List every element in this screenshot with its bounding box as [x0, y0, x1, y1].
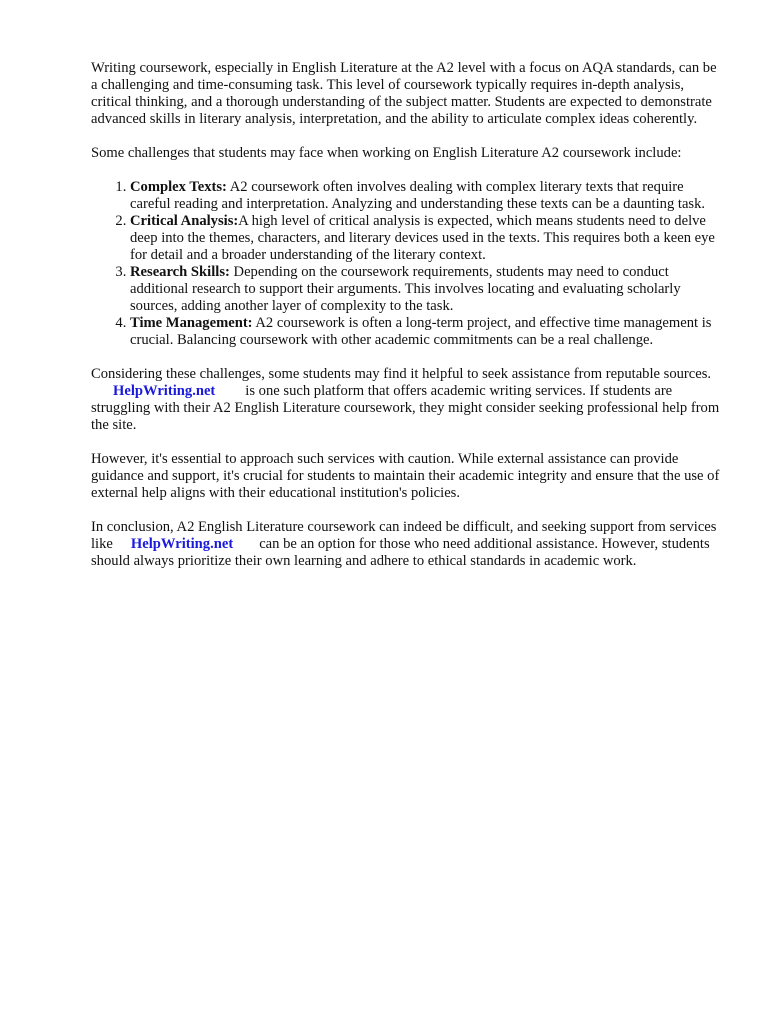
challenge-text: Depending on the coursework requirements, students may need to conduct additional research to support their arguments. This involves locating and evaluating scholarly sources, adding another layer of complexity to the task.: [130, 264, 681, 314]
considering-text-before: Considering these challenges, some students may find it helpful to seek assistance from reputable sources.: [91, 366, 712, 382]
document-page: [91, 60, 723, 587]
list-item: [130, 179, 723, 213]
challenge-text: A high level of critical analysis is expected, which means students need to delve deep into the themes, characters, and literary devices used in the texts. This requires both a keen eye for detail and a broader understanding of the literary context.: [130, 213, 715, 263]
considering-paragraph: [91, 366, 723, 434]
caution-paragraph: However, it's essential to approach such services with caution. While external assistance can provide guidance and support, it's crucial for students to maintain their academic integrity and ensure that the use of external help aligns with their educational institution's policies.: [91, 451, 720, 501]
challenge-term: Complex Texts:: [130, 179, 227, 195]
conclusion-text-after: can be an option for those who need additional assistance. However, students should always prioritize their own learning and adhere to ethical standards in academic work.: [91, 536, 710, 569]
challenge-term: Research Skills:: [130, 264, 230, 280]
challenge-term: Time Management:: [130, 315, 253, 331]
considering-text-after: is one such platform that offers academic writing services. If students are struggling with their A2 English Literature coursework, they might consider seeking professional help from the site.: [91, 383, 720, 433]
challenge-term: Critical Analysis:: [130, 213, 239, 229]
challenges-intro: Some challenges that students may face when working on English Literature A2 coursework include:: [91, 145, 682, 161]
challenge-text: A2 coursework often involves dealing with complex literary texts that require careful reading and interpretation. Analyzing and understanding these texts can be a daunting task.: [130, 179, 706, 212]
list-item: [130, 315, 723, 349]
conclusion-text-before: In conclusion, A2 English Literature coursework can indeed be difficult, and seeking support from services like: [91, 519, 717, 552]
helpwriting-link[interactable]: HelpWriting.net: [130, 536, 234, 552]
helpwriting-link[interactable]: HelpWriting.net: [113, 383, 216, 399]
challenge-text: A2 coursework is often a long-term project, and effective time management is crucial. Balancing coursework with other academic commitments can be a real challenge.: [130, 315, 712, 348]
intro-paragraph: Writing coursework, especially in English Literature at the A2 level with a focus on AQA standards, can be a challenging and time-consuming task. This level of coursework typically requires in-depth analysis, critical thinking, and a thorough understanding of the subject matter. Students are expected to demonstrate advanced skills in literary analysis, interpretation, and the ability to articulate complex ideas coherently.: [91, 60, 717, 127]
conclusion-paragraph: [91, 519, 723, 570]
challenges-list: [91, 179, 723, 349]
list-item: [130, 264, 723, 315]
list-item: [130, 213, 723, 264]
